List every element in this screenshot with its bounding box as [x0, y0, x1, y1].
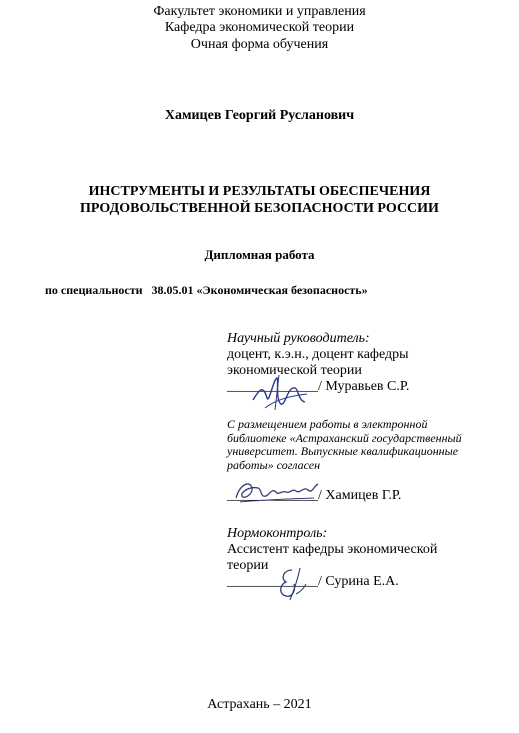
- author-signature: [230, 474, 325, 509]
- specialty-line: [45, 283, 368, 297]
- thesis-title: [0, 183, 519, 217]
- normcontrol-signature-line: _____________: [227, 574, 318, 589]
- city-year: Астрахань – 2021: [207, 697, 312, 712]
- department-line: Кафедра экономической теории: [164, 20, 355, 35]
- normcontrol-position-line2: теории: [227, 558, 269, 573]
- specialty-value: 38.05.01 «Экономическая безопасность»: [151, 283, 368, 297]
- supervisor-name: / Муравьев С.Р.: [318, 379, 410, 394]
- thesis-title-line1: ИНСТРУМЕНТЫ И РЕЗУЛЬТАТЫ ОБЕСПЕЧЕНИЯ: [88, 184, 431, 199]
- faculty-line: Факультет экономики и управления: [153, 4, 366, 19]
- supervisor-position-line2: экономической теории: [227, 363, 362, 378]
- supervisor-position-line1: доцент, к.э.н., доцент кафедры: [227, 347, 409, 362]
- study-form-line: Очная форма обучения: [190, 37, 329, 52]
- consent-line1: С размещением работы в электронной: [227, 417, 428, 431]
- consent-signature-line: _____________: [227, 488, 318, 503]
- specialty-prefix: по специальности: [45, 283, 143, 297]
- normcontrol-heading: Нормоконтроль:: [227, 526, 328, 541]
- normcontrol-name: / Сурина Е.А.: [318, 574, 399, 589]
- thesis-title-line2: ПРОДОВОЛЬСТВЕННОЙ БЕЗОПАСНОСТИ РОССИИ: [80, 201, 439, 216]
- consent-block: [227, 418, 517, 472]
- consent-name: / Хамицев Г.Р.: [318, 488, 402, 503]
- supervisor-heading: Научный руководитель:: [227, 331, 370, 346]
- normcontrol-signature: [270, 564, 310, 604]
- work-type: Дипломная работа: [204, 247, 315, 262]
- supervisor-signature-line: _____________: [227, 379, 318, 394]
- consent-line3: университет. Выпускные квалификационные: [227, 444, 459, 458]
- author-name: Хамицев Георгий Русланович: [164, 108, 355, 123]
- supervisor-signature: [245, 370, 325, 415]
- normcontrol-position-line1: Ассистент кафедры экономической: [227, 542, 438, 557]
- consent-line4: работы» согласен: [227, 457, 321, 472]
- consent-line2: библиотеке «Астраханский государственный: [227, 430, 462, 445]
